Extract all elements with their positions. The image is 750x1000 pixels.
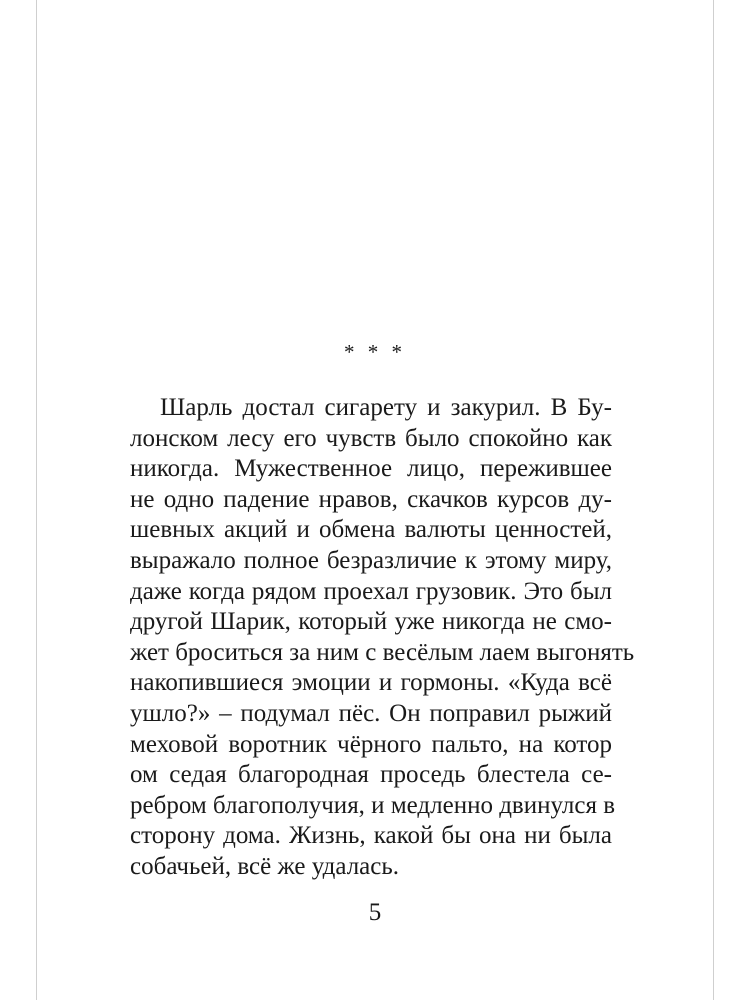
paragraph-line: никогда. Мужественное лицо, пережившее [130,455,612,483]
paragraph-line: выражало полное безразличие к этому миру, [130,546,612,574]
paragraph-line: ушло?» – подумал пёс. Он поправил рыжий [130,699,612,727]
paragraph-line: даже когда рядом проехал грузовик. Это был [130,577,612,605]
paragraph-line: накопившиеся эмоции и гормоны. «Куда всё [130,669,612,697]
page-edge-right [713,0,714,1000]
paragraph-line: не одно падение нравов, скачков курсов ду- [130,485,612,513]
paragraph-line: другой Шарик, который уже никогда не смо- [130,608,612,636]
paragraph-line: Шарль достал сигарету и закурил. В Бу- [160,394,612,421]
page-edge-left [36,0,37,1000]
paragraph-line: сторону дома. Жизнь, какой бы она ни была [130,822,612,850]
paragraph [130,393,635,883]
page-number: 5 [368,899,382,926]
section-separator: * * * [344,340,406,364]
paragraph-line: лонском лесу его чувств было спокойно как [130,424,612,452]
paragraph-line: меховой воротник чёрного пальто, на котор [130,730,612,758]
paragraph-line: жет броситься за ним с весёлым лаем выгонять [130,638,635,666]
paragraph-line: ребром благополучия, и медленно двинулся в [130,791,616,819]
paragraph-line: собачьей, всё же удалась. [130,852,400,880]
paragraph-line: шевных акций и обмена валюты ценностей, [130,516,612,544]
paragraph-line: ом седая благородная проседь блестела се- [130,761,612,789]
